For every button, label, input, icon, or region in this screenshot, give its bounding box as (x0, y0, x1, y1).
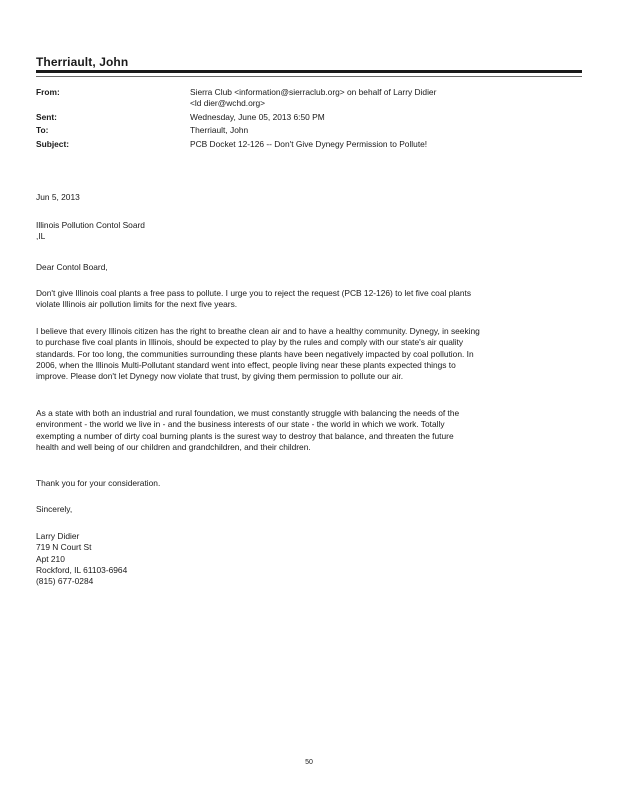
paragraph-2 (36, 326, 582, 382)
recipient-block (36, 220, 582, 242)
signature-block (36, 531, 582, 587)
thanks (36, 478, 582, 489)
signature-phone: (815) 677-0284 (36, 576, 94, 587)
header-divider-thick (36, 70, 582, 73)
signature-apt: Apt 210 (36, 553, 65, 564)
paragraph-line: Don't give Illinois coal plants a free pass to pollute. I urge you to reject the request (PCB 12-126) to let five coal plants (36, 288, 472, 298)
paragraph-line: 2006, when the Illinois Multi-Pollutant standard went into effect, people living near these plants expected things to (36, 359, 456, 370)
email-header-block (36, 87, 582, 162)
paragraph-line: As a state with both an industrial and rural foundation, we must constantly struggle with balancing the needs of the (36, 408, 460, 418)
signature-name: Larry Didier (36, 531, 80, 541)
paragraph-line: improve. Please don't let Dynegy now violate that trust, by giving them permission to pollute our air. (36, 371, 404, 382)
paragraph-line: exempting a number of dirty coal burning plants is the surest way to destroy that balance, and threaten the future (36, 430, 454, 441)
from-label: From: (36, 87, 60, 97)
salutation-text: Dear Contol Board, (36, 262, 108, 272)
paragraph-line: violate Illinois air pollution limits for the next five years. (36, 299, 238, 310)
paragraph-3 (36, 408, 582, 453)
paragraph-line: I believe that every Illinois citizen has the right to breathe clean air and to have a healthy community. Dynegy, in seeking (36, 326, 480, 336)
sent-label: Sent: (36, 112, 57, 122)
to-value: Therriault, John (190, 125, 249, 135)
paragraph-line: to purchase five coal plants in Illinois, should be expected to play by the rules and comply with our state's air quality (36, 337, 464, 348)
paragraph-line: standards. For too long, the communities surrounding these plants have been negatively impacted by coal pollution. In (36, 348, 474, 359)
recipient-line-2: ,IL (36, 231, 46, 241)
header-divider-thin (36, 76, 582, 77)
from-email-value: <ld dier@wchd.org> (190, 98, 266, 108)
page-number: 50 (305, 759, 313, 766)
subject-label: Subject: (36, 139, 70, 149)
thanks-text: Thank you for your consideration. (36, 478, 161, 488)
closing (36, 504, 582, 515)
salutation (36, 262, 582, 273)
closing-text: Sincerely, (36, 504, 73, 514)
sent-value: Wednesday, June 05, 2013 6:50 PM (190, 112, 325, 122)
signature-street: 719 N Court St (36, 542, 92, 553)
paragraph-1 (36, 288, 582, 311)
letter-date (36, 192, 582, 203)
subject-value: PCB Docket 12-126 -- Don't Give Dynegy Permission to Pollute! (190, 139, 428, 149)
paragraph-line: health and well being of our children and grandchildren, and their children. (36, 441, 311, 452)
to-label: To: (36, 125, 49, 135)
date-text: Jun 5, 2013 (36, 192, 80, 202)
signature-city: Rockford, IL 61103-6964 (36, 564, 128, 575)
from-value: Sierra Club <information@sierraclub.org> on behalf of Larry Didier (190, 87, 437, 97)
mailbox-owner-name: Therriault, John (36, 55, 129, 69)
recipient-line-1: Illinois Pollution Contol Soard (36, 220, 145, 230)
paragraph-line: environment - the world we live in - and the business interests of our state - the world in which we work. Totally (36, 419, 445, 430)
